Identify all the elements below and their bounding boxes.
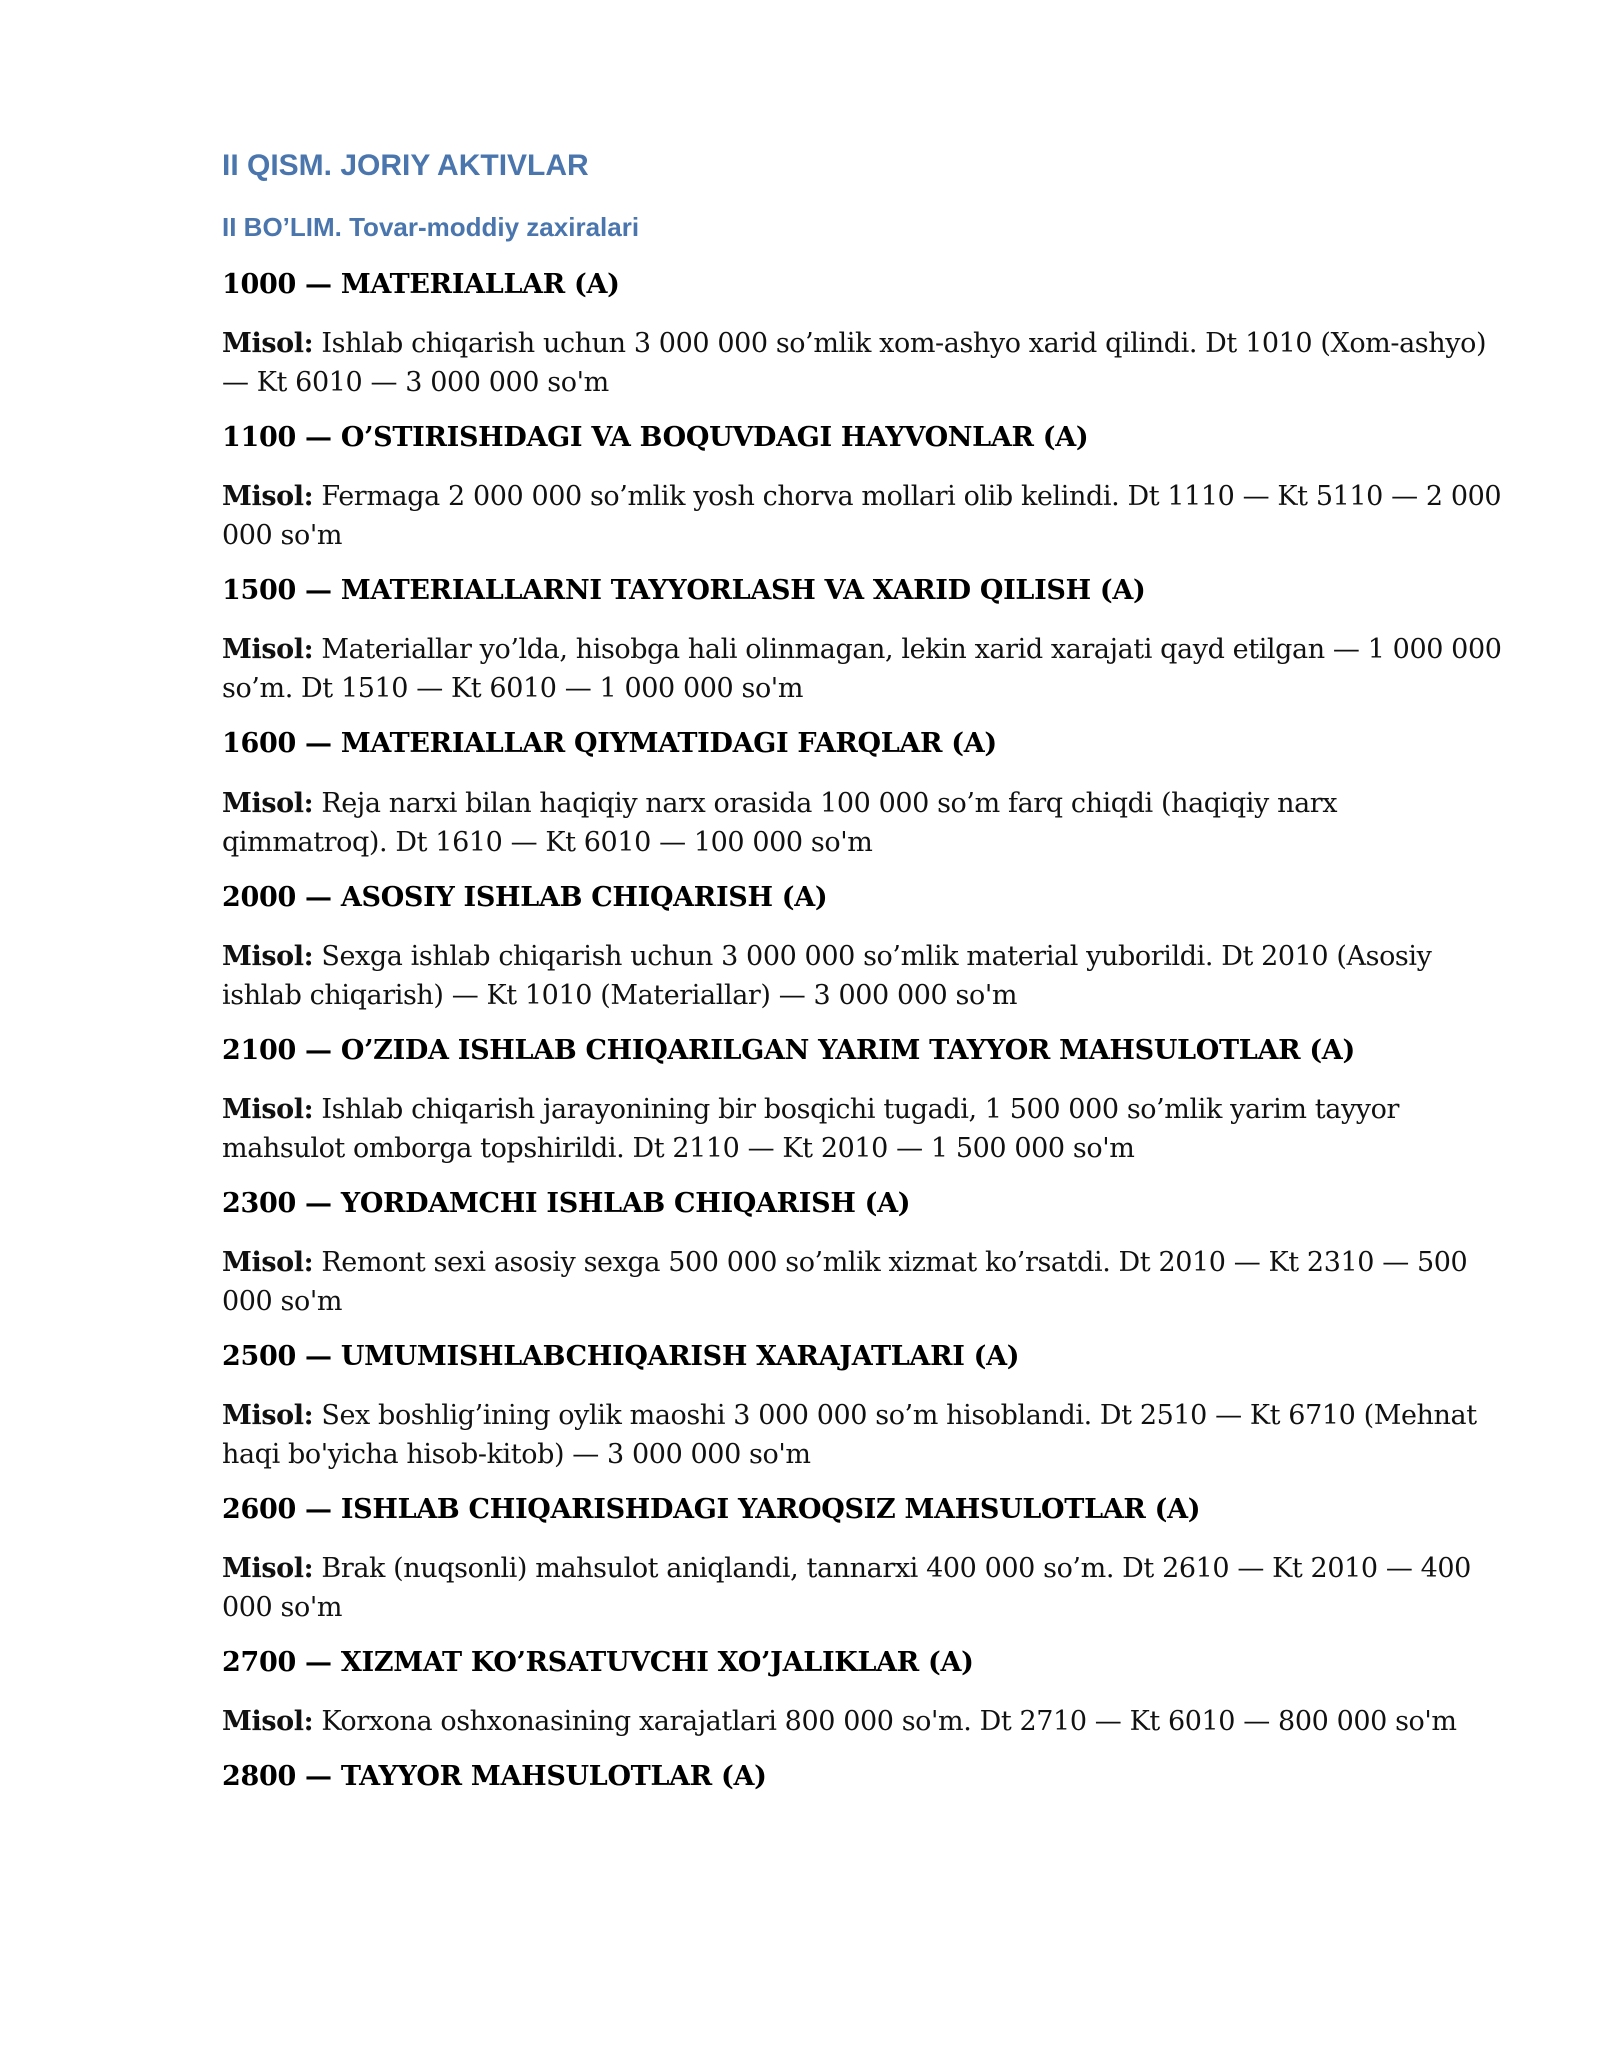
account-example xyxy=(222,1549,1502,1627)
example-text: Fermaga 2 000 000 so’mlik yosh chorva mollari olib kelindi. Dt 1110 — Kt 5110 — 2 000 000 so'm xyxy=(222,481,1502,552)
example-label: Misol: xyxy=(222,634,314,666)
part-title: II QISM. JORIY AKTIVLAR xyxy=(222,149,589,182)
example-text: Brak (nuqsonli) mahsulot aniqlandi, tannarxi 400 000 so’m. Dt 2610 — Kt 2010 — 400 000 so'm xyxy=(222,1553,1471,1624)
example-label: Misol: xyxy=(222,787,314,819)
account-entry xyxy=(222,1033,1502,1168)
account-example xyxy=(222,784,1502,862)
example-text: Ishlab chiqarish jarayonining bir bosqichi tugadi, 1 500 000 so’mlik yarim tayyor mahsulot omborga topshirildi. Dt 2110 — Kt 2010 — 1 500 000 so'm xyxy=(222,1093,1400,1164)
example-label: Misol: xyxy=(222,481,314,513)
example-label: Misol: xyxy=(222,1093,314,1125)
account-heading: 2000 — ASOSIY ISHLAB CHIQARISH (A) xyxy=(222,881,828,913)
example-text: Remont sexi asosiy sexga 500 000 so’mlik xizmat ko’rsatdi. Dt 2010 — Kt 2310 — 500 000 so'm xyxy=(222,1246,1468,1317)
section-title: II BO’LIM. Tovar-moddiy zaxiralari xyxy=(222,212,640,242)
account-example xyxy=(222,630,1502,708)
example-label: Misol: xyxy=(222,1399,314,1431)
example-text: Sexga ishlab chiqarish uchun 3 000 000 so’mlik material yuborildi. Dt 2010 (Asosiy ishlab chiqarish) — Kt 1010 (Materiallar) — 3 000 000 so'm xyxy=(222,940,1432,1011)
account-heading: 1100 — O’STIRISHDAGI VA BOQUVDAGI HAYVONLAR (A) xyxy=(222,422,1089,454)
example-label: Misol: xyxy=(222,1246,314,1278)
account-entry xyxy=(222,1645,1502,1741)
account-example xyxy=(222,1243,1502,1321)
account-heading: 2600 — ISHLAB CHIQARISHDAGI YAROQSIZ MAHSULOTLAR (A) xyxy=(222,1493,1201,1525)
example-label: Misol: xyxy=(222,940,314,972)
example-label: Misol: xyxy=(222,1706,314,1738)
account-entry xyxy=(222,267,1502,402)
example-label: Misol: xyxy=(222,1553,314,1585)
account-heading: 2300 — YORDAMCHI ISHLAB CHIQARISH (A) xyxy=(222,1187,911,1219)
example-text: Sex boshlig’ining oylik maoshi 3 000 000 so’m hisoblandi. Dt 2510 — Kt 6710 (Mehnat haqi bo'yicha hisob-kitob) — 3 000 000 so'm xyxy=(222,1399,1477,1470)
account-example xyxy=(222,937,1502,1015)
account-example xyxy=(222,1702,1502,1741)
document-page xyxy=(222,148,1502,1816)
account-example xyxy=(222,1396,1502,1474)
account-heading: 2100 — O’ZIDA ISHLAB CHIQARILGAN YARIM TAYYOR MAHSULOTLAR (A) xyxy=(222,1034,1355,1066)
account-entry xyxy=(222,573,1502,708)
account-heading: 1600 — MATERIALLAR QIYMATIDAGI FARQLAR (A) xyxy=(222,728,997,760)
account-entry xyxy=(222,1339,1502,1474)
example-text: Materiallar yo’lda, hisobga hali olinmagan, lekin xarid xarajati qayd etilgan — 1 000 000 so’m. Dt 1510 — Kt 6010 — 1 000 000 so'm xyxy=(222,634,1502,705)
account-entry xyxy=(222,1492,1502,1627)
account-example xyxy=(222,324,1502,402)
example-text: Ishlab chiqarish uchun 3 000 000 so’mlik xom-ashyo xarid qilindi. Dt 1010 (Xom-ashyo) — Kt 6010 — 3 000 000 so'm xyxy=(222,328,1487,399)
account-example xyxy=(222,477,1502,555)
account-heading: 2800 — TAYYOR MAHSULOTLAR (A) xyxy=(222,1761,767,1793)
example-label: Misol: xyxy=(222,328,314,360)
account-heading: 1500 — MATERIALLARNI TAYYORLASH VA XARID QILISH (A) xyxy=(222,575,1146,607)
example-text: Korxona oshxonasining xarajatlari 800 000 so'm. Dt 2710 — Kt 6010 — 800 000 so'm xyxy=(321,1706,1457,1738)
account-entry xyxy=(222,726,1502,861)
example-text: Reja narxi bilan haqiqiy narx orasida 100 000 so’m farq chiqdi (haqiqiy narx qimmatroq). Dt 1610 — Kt 6010 — 100 000 so'm xyxy=(222,787,1338,858)
account-example xyxy=(222,1090,1502,1168)
account-entry xyxy=(222,1759,1502,1794)
account-entry xyxy=(222,1186,1502,1321)
account-entry xyxy=(222,420,1502,555)
account-heading: 2500 — UMUMISHLABCHIQARISH XARAJATLARI (A) xyxy=(222,1340,1020,1372)
account-heading: 1000 — MATERIALLAR (A) xyxy=(222,269,620,301)
account-entry xyxy=(222,880,1502,1015)
account-heading: 2700 — XIZMAT KO’RSATUVCHI XO’JALIKLAR (A) xyxy=(222,1647,974,1679)
